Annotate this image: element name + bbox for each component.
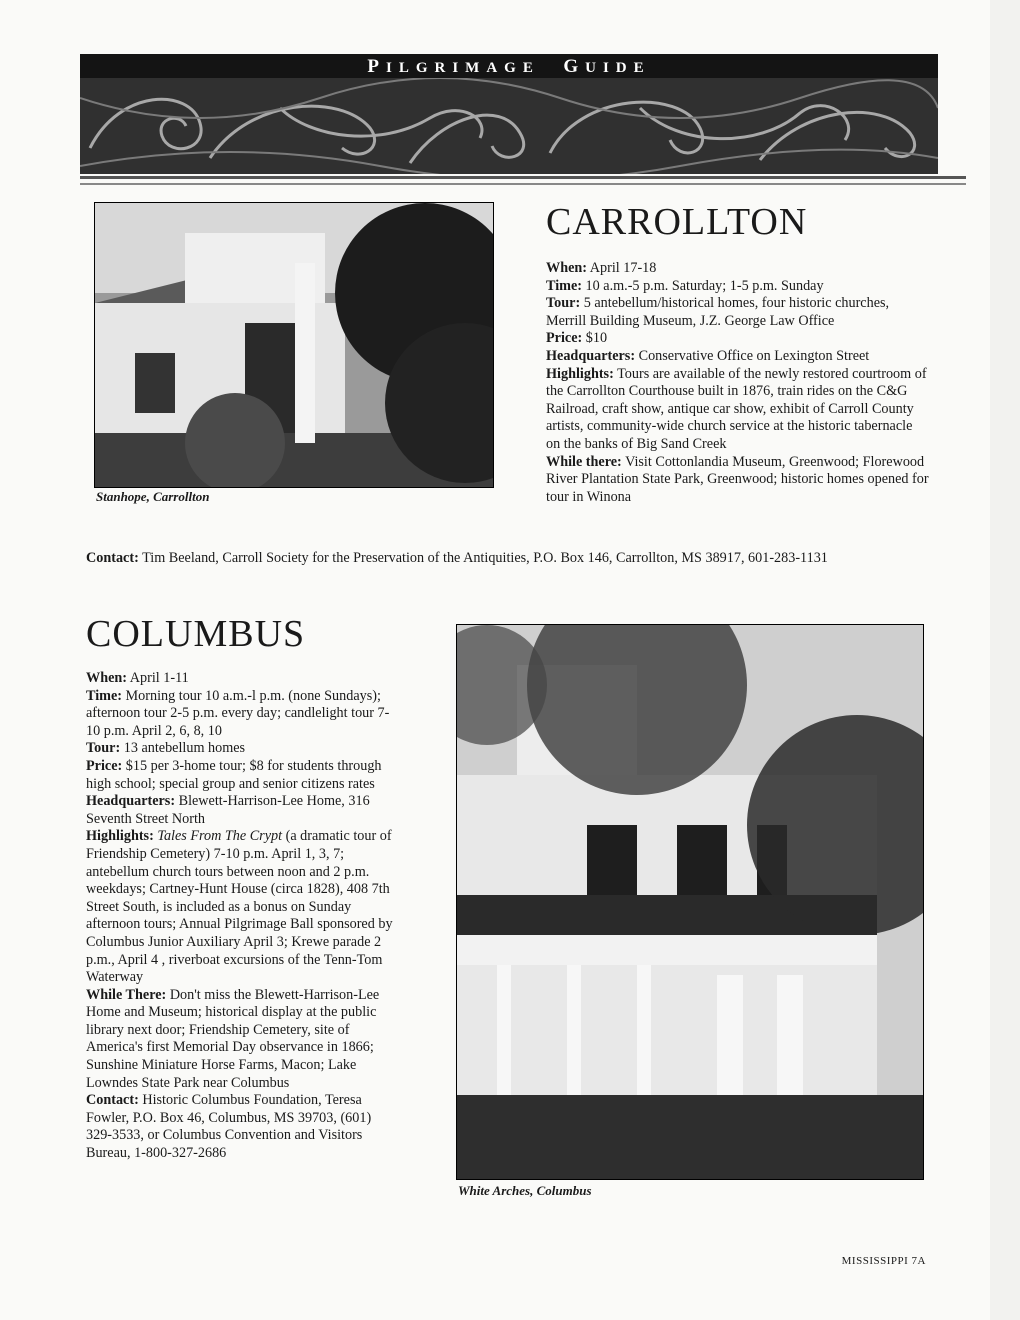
columbus-contact: Contact: Historic Columbus Foundation, Teresa Fowler, P.O. Box 46, Columbus, MS 39703, (601) 329-3533, or Columbus Convention and Visitors Bureau, 1-800-327-2686 <box>86 1092 372 1162</box>
page-footer: MISSISSIPPI 7A <box>841 1255 926 1267</box>
page-edge <box>990 0 1020 1320</box>
carrollton-contact: Contact: Tim Beeland, Carroll Society for the Preservation of the Antiquities, P.O. Box 146, Carrollton, MS 38917, 601-283-1131 <box>86 550 828 566</box>
banner-rule <box>80 176 966 179</box>
columbus-tour: Tour: 13 antebellum homes <box>86 740 246 757</box>
columbus-highlights: Highlights: Tales From The Crypt (a dramatic tour of Friendship Cemetery) 7-10 p.m. April 1, 3, 7; antebellum church tours between noon and 2 p.m. weekdays; Cartney-Hunt House (circa 1828), 408 7th Street South, is included as a bonus on Sunday afternoon tours; Annual Pilgrimage Ball sponsored by Columbus Junior Auxiliary April 3; Krewe parade 2 p.m., April 4 , riverboat excursions of the Tenn-Tom Waterway <box>86 828 393 986</box>
carrollton-highlights: Highlights: Tours are available of the newly restored courtroom of the Carrollton Courthouse built in 1876, train rides on the C&G Railroad, craft show, antique car show, exhibit of Carroll County artists, community-wide church service at the historic tabernacle on the banks of Big Sand Creek <box>546 365 927 452</box>
carrollton-price: Price: $10 <box>546 330 608 347</box>
carrollton-while-there: While there: Visit Cottonlandia Museum, Greenwood; Florewood River Plantation State Park, Greenwood; historic homes opened for tour in Winona <box>546 453 929 505</box>
carrollton-heading: CARROLLTON <box>546 201 808 243</box>
columbus-when: When: April 1-11 <box>86 670 189 686</box>
white-arches-caption: White Arches, Columbus <box>458 1183 592 1198</box>
banner-rule-thin <box>80 183 966 185</box>
columbus-heading: COLUMBUS <box>86 613 306 655</box>
carrollton-hq: Headquarters: Conservative Office on Lexington Street <box>546 347 870 364</box>
carrollton-info <box>546 260 930 506</box>
carrollton-time: Time: 10 a.m.-5 p.m. Saturday; 1-5 p.m. Sunday <box>546 277 824 294</box>
columbus-hq: Headquarters: Blewett-Harrison-Lee Home, 316 Seventh Street North <box>86 793 370 827</box>
stanhope-caption: Stanhope, Carrollton <box>96 489 210 504</box>
white-arches-photo <box>456 624 924 1180</box>
columbus-while-there: While There: Don't miss the Blewett-Harrison-Lee Home and Museum; historical display at the public library next door; Friendship Cemetery, site of America's first Memorial Day observance in 1866; Sunshine Miniature Horse Farms, Macon; Lake Lowndes State Park near Columbus <box>86 986 380 1091</box>
carrollton-when: When: April 17-18 <box>546 260 657 276</box>
banner-ornament <box>80 78 938 174</box>
columbus-info <box>86 670 398 1163</box>
columbus-price: Price: $15 per 3-home tour; $8 for students through high school; special group and senior citizens rates <box>86 757 382 792</box>
banner-title: PILGRIMAGE GUIDE <box>80 54 938 78</box>
carrollton-tour: Tour: 5 antebellum/historical homes, four historic churches, Merrill Building Museum, J.Z. George Law Office <box>546 295 890 329</box>
stanhope-photo <box>94 202 494 488</box>
columbus-time: Time: Morning tour 10 a.m.-l p.m. (none Sundays); afternoon tour 2-5 p.m. every day; candlelight tour 7-10 p.m. April 2, 6, 8, 10 <box>86 687 390 739</box>
